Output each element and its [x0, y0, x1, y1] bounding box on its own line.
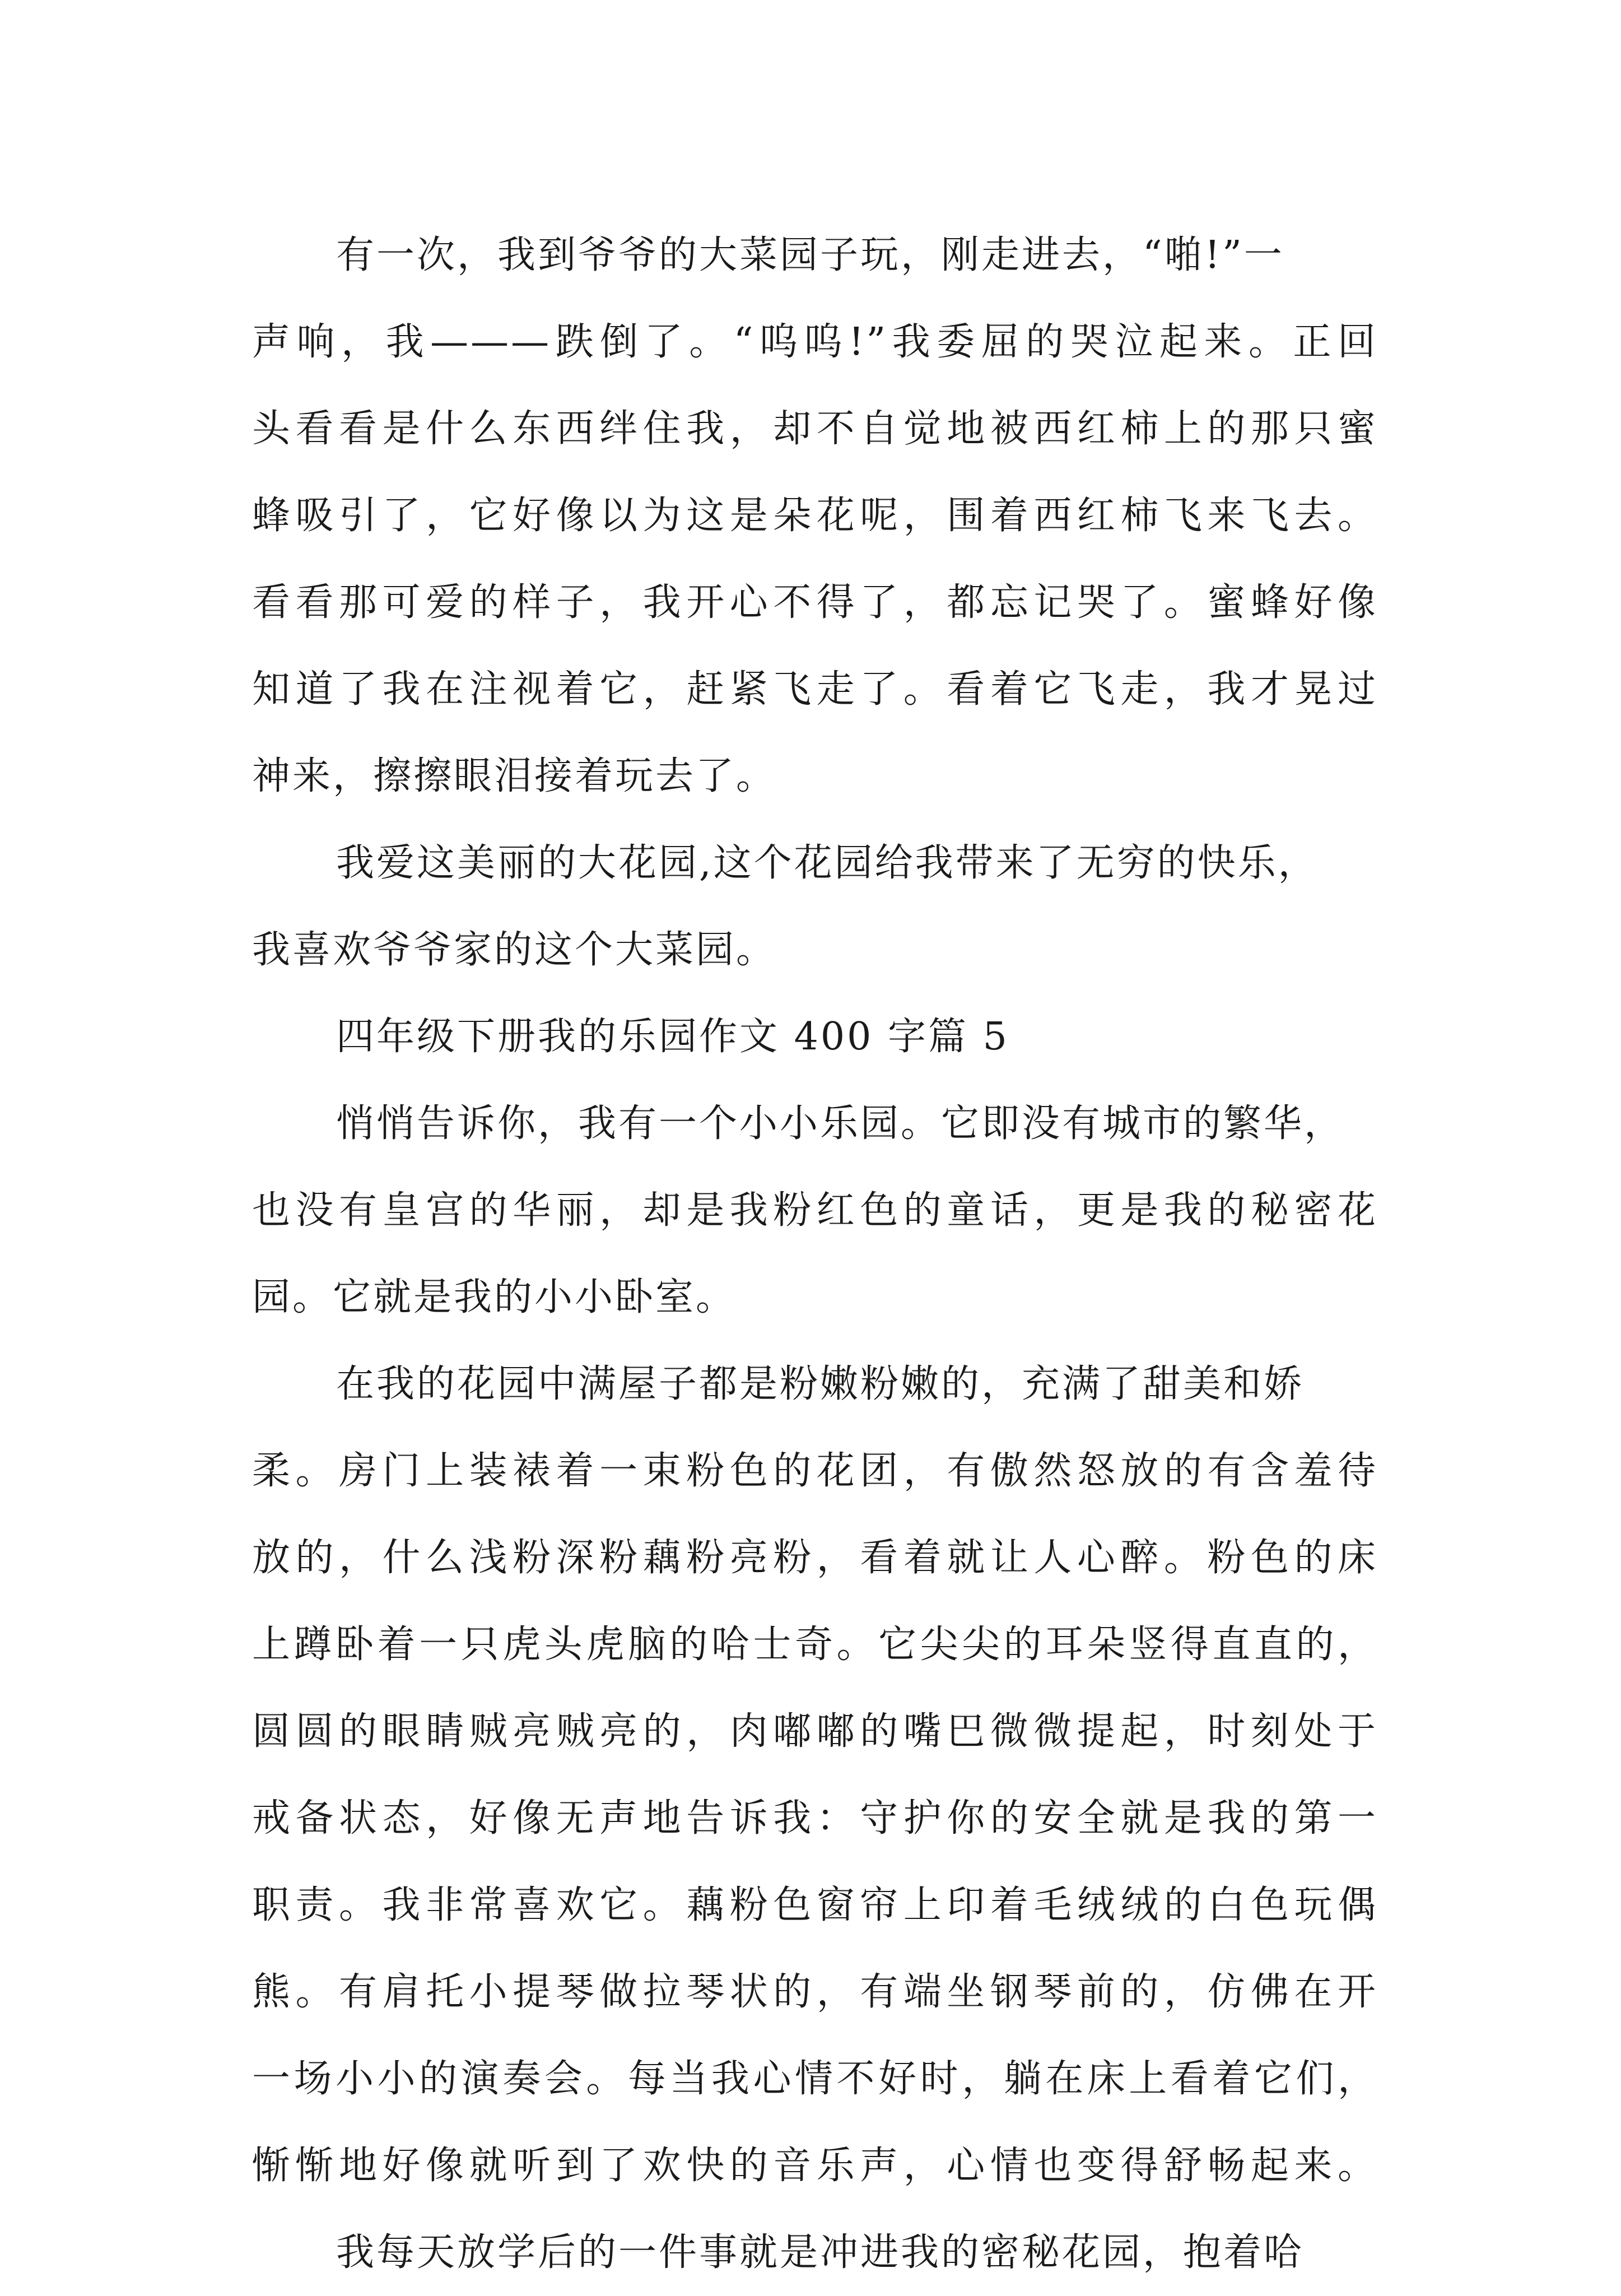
- text-line: 惭惭地好像就听到了欢快的音乐声，心情也变得舒畅起来。: [252, 2144, 1378, 2188]
- text-line: 看看那可爱的样子，我开心不得了，都忘记哭了。蜜蜂好像: [252, 580, 1378, 625]
- section-heading: 四年级下册我的乐园作文 400 字篇 5: [336, 1015, 1009, 1059]
- text-line: 头看看是什么东西绊住我，却不自觉地被西红柿上的那只蜜: [252, 407, 1378, 451]
- document-body: [252, 212, 1378, 2296]
- text-line: 在我的花园中满屋子都是粉嫩粉嫩的，充满了甜美和娇: [336, 1362, 1305, 1406]
- text-line: 放的，什么浅粉深粉藕粉亮粉，看着就让人心醉。粉色的床: [252, 1536, 1378, 1580]
- text-line: 也没有皇宫的华丽，却是我粉红色的童话，更是我的秘密花: [252, 1188, 1378, 1233]
- text-line: 戒备状态，好像无声地告诉我：守护你的安全就是我的第一: [252, 1796, 1378, 1840]
- text-line: 一场小小的演奏会。每当我心情不好时，躺在床上看着它们，: [252, 2057, 1378, 2101]
- text-line: 圆圆的眼睛贼亮贼亮的，肉嘟嘟的嘴巴微微提起，时刻处于: [252, 1709, 1378, 1754]
- text-line: 蜂吸引了，它好像以为这是朵花呢，围着西红柿飞来飞去。: [252, 494, 1378, 538]
- text-line: 园。它就是我的小小卧室。: [252, 1275, 737, 1319]
- text-line: 知道了我在注视着它，赶紧飞走了。看着它飞走，我才晃过: [252, 667, 1378, 712]
- text-line: 有一次，我到爷爷的大菜园子玩，刚走进去，“啪!”一: [336, 233, 1284, 277]
- text-line: 熊。有肩托小提琴做拉琴状的，有端坐钢琴前的，仿佛在开: [252, 1970, 1378, 2014]
- text-line: 职责。我非常喜欢它。藕粉色窗帘上印着毛绒绒的白色玩偶: [252, 1883, 1378, 1927]
- text-line: 神来，擦擦眼泪接着玩去了。: [252, 754, 777, 798]
- text-line: 我爱这美丽的大花园,这个花园给我带来了无穷的快乐，: [336, 841, 1319, 885]
- text-line: 声响，我———跌倒了。“呜呜!”我委屈的哭泣起来。正回: [252, 320, 1378, 364]
- text-line: 我每天放学后的一件事就是冲进我的密秘花园，抱着哈: [336, 2230, 1305, 2275]
- text-line: 上蹲卧着一只虎头虎脑的哈士奇。它尖尖的耳朵竖得直直的，: [252, 1623, 1378, 1667]
- text-line: 柔。房门上装裱着一束粉色的花团，有傲然怒放的有含羞待: [252, 1449, 1378, 1493]
- text-line: 我喜欢爷爷家的这个大菜园。: [252, 928, 777, 972]
- text-line: 悄悄告诉你，我有一个小小乐园。它即没有城市的繁华，: [336, 1101, 1345, 1146]
